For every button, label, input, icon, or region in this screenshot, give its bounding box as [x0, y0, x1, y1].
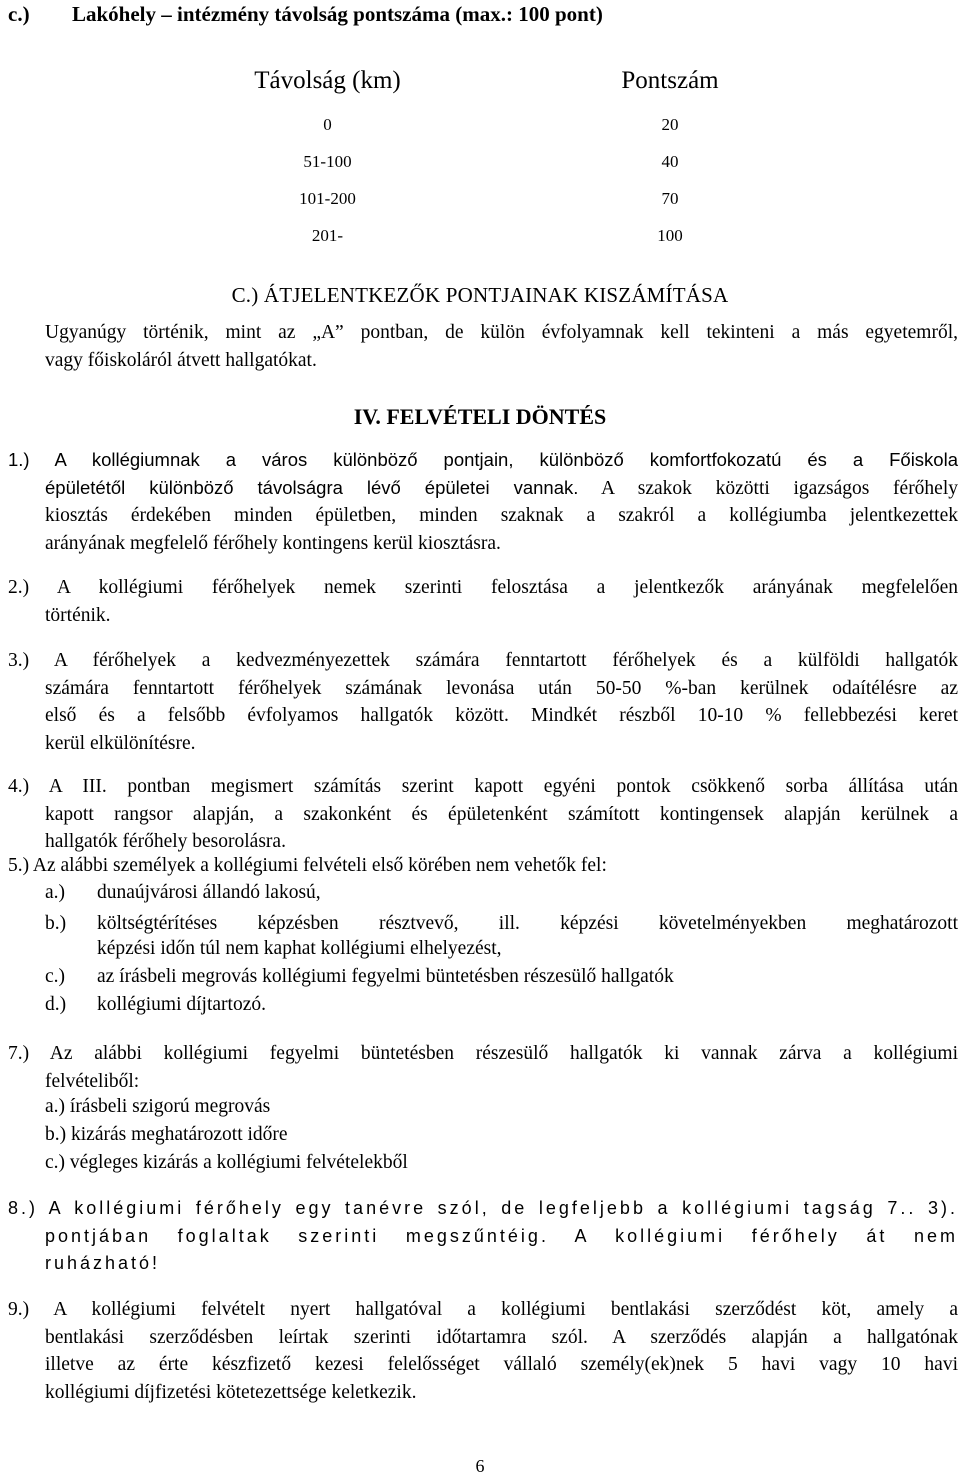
page-number: 6 [475, 1456, 485, 1476]
table-cell-distance: 201- [311, 225, 344, 245]
table-cell-distance: 51-100 [303, 151, 352, 171]
paragraph-1 [8, 446, 958, 557]
table-cell-score: 20 [661, 114, 679, 134]
paragraph-line-part: épületétől különböző távolságra lévő épületei vannak. [45, 476, 579, 498]
paragraph-line: hallgatók férőhely besorolásra. [45, 831, 286, 852]
table-row [175, 143, 860, 180]
paragraph-line: kerül elkülönítésre. [45, 732, 196, 754]
section-C-paragraph [45, 319, 958, 374]
table-row [175, 217, 860, 254]
paragraph-line: bentlakási szerződésben leírtak szerinti időtartamra szól. A szerződés alapján a hallgatónak [45, 1326, 958, 1348]
paragraph-line: kollégiumi díjfizetési kötetezettsége keletkezik. [45, 1381, 417, 1403]
paragraph-8 [8, 1195, 958, 1278]
table-cell-score: 40 [661, 151, 679, 171]
paragraph-line: 4.) A III. pontban megismert számítás szerint kapott egyéni pontok csökkenő sorba állítása után [8, 776, 958, 797]
list-marker: a.) [45, 882, 66, 903]
paragraph-line [8, 474, 958, 503]
paragraph-line: pontjában foglaltak szerinti megszűntéig. A kollégiumi férőhely át nem [45, 1225, 958, 1246]
paragraph-5-intro: 5.) Az alábbi személyek a kollégiumi felvételi első körében nem vehetők fel: [8, 855, 607, 876]
section-IV-heading: IV. FELVÉTELI DÖNTÉS [353, 404, 607, 429]
paragraph-line: kiosztás érdekében minden épületben, minden szaknak a szakról a kollégiumba jelentkezettek [45, 505, 958, 526]
list-item [45, 966, 674, 988]
paragraph-line: kapott rangsor alapján, a szakonként és épületenként számított kontingensek alapján kerülnek a [45, 803, 958, 825]
table-row [175, 106, 860, 143]
table-cell-score: 100 [657, 225, 683, 245]
list-marker: d.) [45, 994, 67, 1015]
list-item [45, 910, 958, 938]
paragraph-line: felvételiből: [45, 1070, 140, 1092]
section-c-title: Lakóhely – intézmény távolság pontszáma (max.: 100 pont) [72, 2, 603, 26]
paragraph-line: 8.) A kollégiumi férőhely egy tanévre szól, de legfeljebb a kollégiumi tagság 7.. 3). [8, 1198, 958, 1218]
table-header-distance: Távolság (km) [254, 67, 401, 94]
table-row [175, 180, 860, 217]
paragraph-line: arányának megfelelő férőhely kontingens kerül kiosztásra. [45, 532, 501, 554]
list-text: költségtérítéses képzésben résztvevő, ill. képzési követelményekben meghatározott [97, 913, 958, 934]
paragraph-line: 9.) A kollégiumi felvételt nyert hallgatóval a kollégiumi bentlakási szerződést köt, amely a [8, 1299, 958, 1320]
paragraph-line: történik. [45, 604, 111, 626]
list-marker: c.) [45, 966, 66, 987]
paragraph-3 [8, 647, 958, 757]
distance-score-table [175, 56, 860, 254]
table-header-row [175, 56, 860, 106]
paragraph-4 [8, 773, 958, 856]
paragraph-line: ruházható! [45, 1253, 161, 1273]
paragraph-line: 1.) A kollégiumnak a város különböző pontjain, különböző komfortfokozatú és a Főiskola [8, 449, 958, 470]
table-header-score: Pontszám [621, 67, 719, 94]
paragraph-line: 3.) A férőhelyek a kedvezményezettek számára fenntartott férőhelyek és a külföldi hallgatók [8, 650, 958, 671]
paragraph-2 [8, 574, 958, 629]
paragraph-line: Ugyanúgy történik, mint az „A” pontban, de külön évfolyamnak kell tekinteni a más egyetemről, [45, 322, 958, 343]
paragraph-9 [8, 1296, 958, 1406]
list-line [45, 910, 958, 938]
table-cell-score: 70 [661, 188, 679, 208]
section-C-heading: C.) ÁTJELENTKEZŐK PONTJAINAK KISZÁMÍTÁSA [231, 283, 729, 307]
paragraph-line-part: A szakok közötti igazságos férőhely [601, 477, 959, 499]
list-text: dunaújvárosi állandó lakosú, [97, 882, 321, 903]
list-item [45, 882, 321, 904]
section-c-label: c.) [8, 2, 30, 26]
paragraph-line: illetve az érte készfizető kezesi felelősséget vállaló személy(ek)nek 5 havi vagy 10 havi [45, 1354, 958, 1375]
section-c-heading [8, 2, 603, 27]
list-item: b.) kizárás meghatározott időre [45, 1124, 288, 1145]
list-item: a.) írásbeli szigorú megrovás [45, 1096, 271, 1117]
paragraph-line: 7.) Az alábbi kollégiumi fegyelmi büntetésben részesülő hallgatók ki vannak zárva a kollégiumi [8, 1043, 958, 1064]
paragraph-line: vagy főiskoláról átvett hallgatókat. [45, 349, 317, 371]
list-item: c.) végleges kizárás a kollégiumi felvételekből [45, 1152, 408, 1173]
list-text: kollégiumi díjtartozó. [97, 994, 266, 1015]
paragraph-line: első és a felsőbb évfolyamos hallgatók között. Mindkét részből 10-10 % fellebbezési keret [45, 705, 958, 726]
list-text: az írásbeli megrovás kollégiumi fegyelmi büntetésben részesülő hallgatók [97, 966, 674, 987]
paragraph-line: számára fenntartott férőhelyek számának levonása után 50-50 %-ban kerülnek odaítélésre az [45, 677, 958, 699]
paragraph-line: 2.) A kollégiumi férőhelyek nemek szerinti felosztása a jelentkezők arányának megfelelően [8, 577, 958, 598]
table-cell-distance: 0 [323, 114, 332, 134]
paragraph-7 [8, 1040, 958, 1095]
table-cell-distance: 101-200 [299, 188, 356, 208]
list-item [45, 994, 266, 1016]
list-marker: b.) [45, 913, 67, 934]
list-continuation: képzési időn túl nem kaphat kollégiumi elhelyezést, [97, 938, 502, 959]
